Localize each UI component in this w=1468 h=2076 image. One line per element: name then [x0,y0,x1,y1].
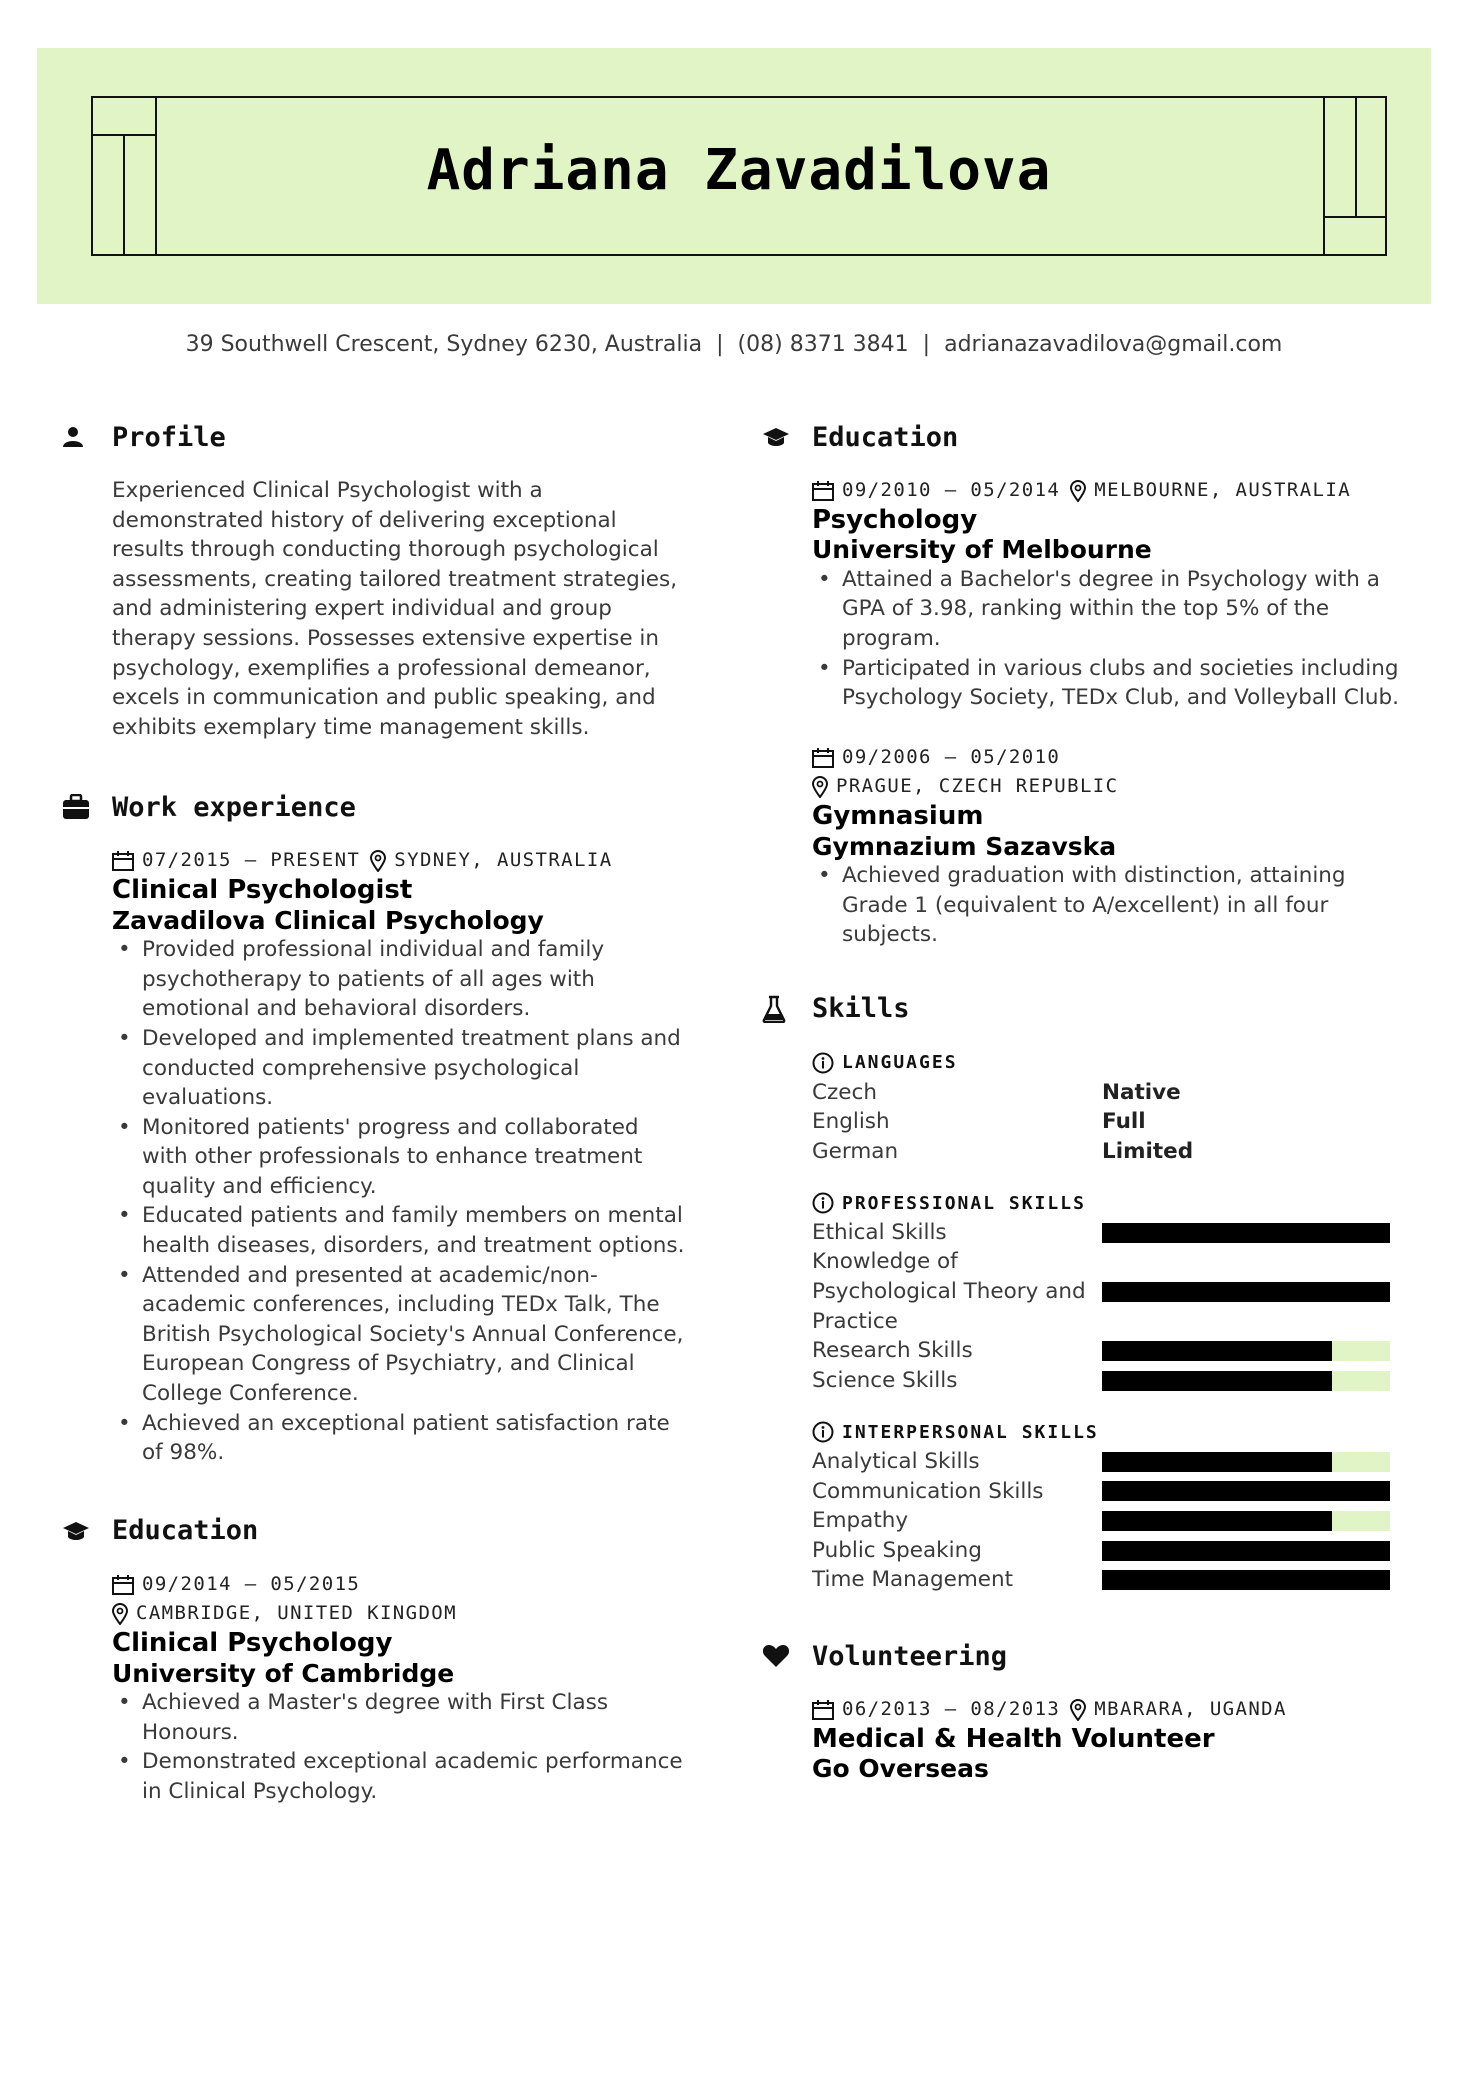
skill-row [812,1477,1402,1507]
category-label: PROFESSIONAL SKILLS [842,1192,1086,1214]
category-label: INTERPERSONAL SKILLS [842,1421,1099,1443]
map-pin-icon [370,850,386,872]
graduation-cap-icon [62,1516,96,1546]
dates-text: 06/2013 – 08/2013 [842,1698,1061,1720]
language-row [812,1107,1402,1137]
school-name: University of Cambridge [112,1658,455,1688]
map-pin-icon [812,776,828,798]
skill-level-bar [1102,1570,1390,1590]
bullet-item: • Attained a Bachelor's degree in Psychology with a GPA of 3.98, ranking within the top 5% of the program. [812,565,1402,654]
calendar-icon [812,481,834,501]
volunteering-section [762,1637,1402,1784]
contact-line [0,332,1468,357]
skill-row [812,1506,1402,1536]
work-entry [112,846,690,1467]
right-column [762,418,1402,1822]
frame-divider [93,134,155,136]
skill-name: Research Skills [812,1338,973,1364]
entry-meta [812,476,1402,506]
contact-address: 39 Southwell Crescent, Sydney 6230, Australia [185,332,703,357]
entry-dates [812,743,1402,773]
entry-location [1070,476,1351,506]
calendar-icon [112,1575,134,1595]
bullet-item: • Monitored patients' progress and collaborated with other professionals to enhance treatment quality and efficiency. [112,1113,690,1202]
section-title: Education [812,421,959,453]
language-name: English [812,1109,890,1135]
location-text: MBARARA, UGANDA [1094,1698,1287,1720]
education-entry [812,476,1402,713]
skill-name: Empathy [812,1508,909,1534]
candidate-name: Adriana Zavadilova [426,138,1052,203]
bullet-item: • Demonstrated exceptional academic performance in Clinical Psychology. [112,1747,690,1806]
job-employer: Zavadilova Clinical Psychology [112,905,544,935]
skill-level-bar [1102,1452,1390,1472]
skill-name: Knowledge of Psychological Theory and Practice [812,1249,1086,1334]
skill-row [812,1447,1402,1477]
dates-text: 09/2010 – 05/2014 [842,479,1061,501]
section-title: Skills [812,993,910,1025]
volunteer-role: Medical & Health Volunteer [812,1723,1215,1754]
entry-dates [112,1570,690,1600]
bullet-item: • Attended and presented at academic/non-academic conferences, including TEDx Talk, The British Psychological Society's Annual Conference, European Congress of Psychiatry, and Clinical College Conference. [112,1261,690,1409]
graduation-cap-icon [762,422,796,452]
degree-title: Clinical Psychology [112,1628,393,1658]
section-header [62,418,690,456]
person-icon [62,422,96,452]
skill-level-bar [1102,1511,1390,1531]
entry-location [112,1599,690,1629]
entry-meta [112,846,690,876]
location-text: SYDNEY, AUSTRALIA [394,849,613,872]
school-name: Gymnazium Sazavska [812,831,1117,861]
section-header [762,990,1402,1028]
dates-text: 09/2006 – 05/2010 [842,745,1061,768]
professional-skills-group [812,1188,1402,1395]
location-text: CAMBRIDGE, UNITED KINGDOM [136,1602,457,1625]
entry-dates [812,476,1060,506]
skill-category [812,1417,1402,1447]
category-label: LANGUAGES [842,1052,958,1074]
skill-name: Communication Skills [812,1478,1044,1504]
section-header [62,788,690,826]
language-name: German [812,1138,899,1164]
skill-level-bar [1102,1541,1390,1561]
frame-divider [1325,216,1387,218]
bullet-item: • Participated in various clubs and societies including Psychology Society, TEDx Club, and Volleyball Club. [812,654,1402,713]
skill-level-bar [1102,1341,1390,1361]
entry-location [812,772,1402,802]
bullet-list [112,1688,690,1806]
map-pin-icon [1070,1699,1086,1721]
map-pin-icon [112,1603,128,1625]
language-level: Full [1102,1109,1146,1135]
skill-level-bar [1102,1481,1390,1501]
contact-separator: | [716,332,724,357]
work-section [62,788,690,1467]
skill-level-bar [1102,1223,1390,1243]
section-header [762,1637,1402,1675]
bullet-item: • Educated patients and family members on mental health diseases, disorders, and treatment options. [112,1201,690,1260]
section-title: Work experience [112,791,356,823]
skill-name: Analytical Skills [812,1449,980,1475]
bullet-item: • Achieved graduation with distinction, attaining Grade 1 (equivalent to A/excellent) in all four subjects. [812,861,1402,950]
section-header [62,1512,690,1550]
profile-section [62,418,690,742]
skill-row [812,1336,1402,1366]
language-row [812,1137,1402,1167]
flask-icon [762,994,796,1024]
skill-name: Science Skills [812,1367,958,1393]
skill-name: Time Management [812,1567,1014,1593]
calendar-icon [812,1700,834,1720]
entry-location [370,846,612,876]
section-title: Volunteering [812,1640,1008,1672]
contact-separator: | [922,332,931,357]
section-header [762,418,1402,456]
entry-location [1070,1695,1287,1725]
skill-category [812,1188,1402,1218]
section-title: Education [112,1515,259,1547]
contact-email[interactable]: adrianazavadilova@gmail.com [944,332,1283,357]
language-name: Czech [812,1079,877,1105]
skill-name: Ethical Skills [812,1219,947,1245]
job-title: Clinical Psychologist [112,874,413,905]
dates-text: 07/2015 – PRESENT [142,849,361,872]
contact-phone: (08) 8371 3841 [737,332,909,357]
degree-title: Gymnasium [812,800,984,831]
bullet-list [812,565,1402,713]
school-name: University of Melbourne [812,535,1152,565]
languages-group [812,1048,1402,1166]
section-title: Profile [112,421,226,453]
language-row [812,1078,1402,1108]
name-frame [91,96,1387,256]
language-level: Native [1102,1079,1181,1105]
briefcase-icon [62,792,96,822]
skill-row [812,1247,1402,1336]
heart-icon [762,1641,796,1671]
entry-dates [112,846,360,876]
info-icon [812,1192,834,1214]
bullet-item: • Provided professional individual and family psychotherapy to patients of all ages with emotional and behavioral disorders. [112,935,690,1024]
bullet-item: • Developed and implemented treatment plans and conducted comprehensive psychological evaluations. [112,1024,690,1113]
info-icon [812,1052,834,1074]
profile-text: Experienced Clinical Psychologist with a demonstrated history of delivering exceptional results through conducting thorough psychological assessments, creating tailored treatment strategies, and administering expert individual and group therapy sessions. Possesses extensive expertise in psychology, exemplifies a professional demeanor, excels in communication and public speaking, and exhibits exemplary time management skills. [112,478,678,740]
interpersonal-skills-group [812,1417,1402,1595]
degree-title: Psychology [812,504,978,535]
education-entry [812,743,1402,950]
bullet-item: • Achieved a Master's degree with First Class Honours. [112,1688,690,1747]
skills-section [762,990,1402,1595]
left-column [62,418,690,1845]
location-text: MELBOURNE, AUSTRALIA [1094,479,1352,501]
skill-row [812,1366,1402,1396]
language-level: Limited [1102,1138,1194,1164]
location-text: PRAGUE, CZECH REPUBLIC [836,775,1119,798]
volunteering-entry [812,1695,1402,1784]
calendar-icon [112,851,134,871]
volunteer-organization: Go Overseas [812,1754,989,1784]
bullet-list [112,935,690,1468]
skill-row [812,1536,1402,1566]
entry-meta [812,1695,1402,1725]
entry-dates [812,1695,1060,1725]
education-section-right [762,418,1402,950]
skill-category [812,1048,1402,1078]
education-section-left [62,1512,690,1807]
skill-name: Public Speaking [812,1537,982,1563]
skill-row [812,1565,1402,1595]
bullet-item: • Achieved an exceptional patient satisfaction rate of 98%. [112,1409,690,1468]
calendar-icon [812,748,834,768]
skill-level-bar [1102,1371,1390,1391]
bullet-list [812,861,1402,950]
skill-level-bar [1102,1282,1390,1302]
info-icon [812,1421,834,1443]
education-entry [112,1570,690,1807]
skill-row [812,1218,1402,1248]
dates-text: 09/2014 – 05/2015 [142,1572,361,1595]
map-pin-icon [1070,480,1086,502]
